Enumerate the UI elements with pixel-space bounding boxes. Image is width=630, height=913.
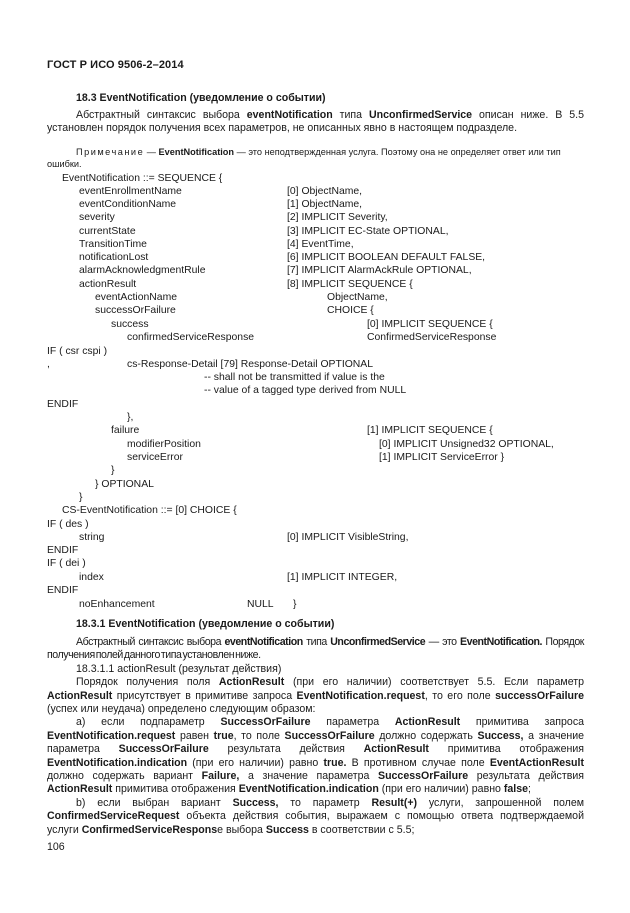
asn-type: [1] IMPLICIT INTEGER,	[287, 572, 398, 583]
bold-term: SuccessOrFailure	[284, 729, 375, 742]
text-run: а значение параметра	[47, 729, 585, 756]
bold-term: EventNotification.request	[296, 689, 425, 702]
text-run: типа	[302, 636, 331, 648]
text-run: равен	[175, 729, 214, 742]
bold-term: EventActionResult	[489, 756, 584, 769]
asn-field: successOrFailure	[95, 305, 176, 316]
text-run: параметра	[310, 716, 395, 729]
text-run: результата действия	[468, 770, 584, 783]
asn-field: TransitionTime	[79, 239, 147, 250]
text-run: примитива запроса	[460, 716, 585, 729]
asn-directive: ENDIF	[47, 545, 79, 556]
text-run: В противном случае поле	[346, 756, 490, 769]
asn-type: CHOICE {	[327, 305, 374, 316]
paragraph	[47, 636, 584, 663]
bold-term: ActionResult	[394, 716, 461, 729]
text-run: объекта действия события, выражаем с помощью ответа подтверждаемой услуги	[47, 810, 584, 836]
asn-field: failure	[111, 425, 140, 436]
text-run: Порядок получения полей данного типа установлен ниже.	[47, 636, 584, 662]
asn-type: NULL	[247, 599, 274, 610]
bold-term: ConfirmedServiceRequest	[47, 810, 180, 823]
text-run: 18.3.1.1 actionResult (результат действия)	[76, 662, 282, 675]
asn-field: noEnhancement	[79, 599, 155, 610]
bold-term: ActionResult	[47, 689, 113, 702]
asn-type: [4] EventTime,	[287, 239, 354, 250]
text-run: то параметр	[278, 796, 372, 809]
bold-term: ActionResult	[218, 676, 285, 689]
asn-comment: -- shall not be transmitted if value is the	[204, 372, 385, 383]
page-number: 106	[47, 841, 65, 853]
asn-directive: ENDIF	[47, 399, 79, 410]
bold-term: Result(+)	[371, 796, 418, 809]
section-heading: 18.3 EventNotification (уведомление о событии)	[76, 92, 326, 104]
text-run: е выбора	[217, 823, 266, 836]
asn-brace: },	[127, 412, 134, 423]
asn-field: modifierPosition	[127, 439, 201, 450]
bold-term: Success	[265, 823, 309, 836]
text-run: типа	[332, 109, 370, 121]
note-dash: —	[144, 147, 159, 157]
asn-brace: }	[79, 492, 83, 503]
asn-field: string	[79, 532, 105, 543]
bold-term: true.	[323, 756, 347, 769]
asn-punct: ,	[47, 359, 50, 370]
text-run: (при его наличии) равно	[378, 783, 504, 796]
asn-type: [0] IMPLICIT VisibleString,	[287, 532, 409, 543]
asn-type: [0] IMPLICIT Unsigned32 OPTIONAL,	[379, 439, 554, 450]
asn-type: [3] IMPLICIT EC-State OPTIONAL,	[287, 226, 449, 237]
list-item-b	[47, 797, 584, 837]
bold-term: SuccessOrFailure	[378, 770, 469, 783]
text-run: Абстрактный синтаксис выбора	[76, 109, 247, 121]
bold-term: SuccessOrFailure	[118, 743, 209, 756]
bold-term: successOrFailure	[495, 689, 584, 702]
asn-type: [0] ObjectName,	[287, 186, 363, 197]
asn-directive: IF ( dei )	[47, 558, 86, 569]
asn-field: success	[111, 319, 149, 330]
asn-type: [1] ObjectName,	[287, 199, 363, 210]
text-run: ;	[528, 783, 531, 796]
bold-term: false	[503, 783, 529, 796]
asn-directive: IF ( csr cspi )	[47, 346, 108, 357]
asn-type: [7] IMPLICIT AlarmAckRule OPTIONAL,	[287, 265, 472, 276]
bold-term: EventNotification.indication	[238, 783, 379, 796]
bold-term: EventNotification.	[460, 636, 542, 648]
text-run: (при его наличии) равно	[187, 756, 324, 769]
asn-field: cs-Response-Detail [79] Response-Detail OPTIONAL	[127, 359, 374, 370]
text-run: а) если подпараметр	[76, 716, 221, 729]
text-run: — это	[425, 636, 461, 648]
asn-field: severity	[79, 212, 115, 223]
asn-type: [6] IMPLICIT BOOLEAN DEFAULT FALSE,	[287, 252, 486, 263]
asn-field: eventConditionName	[79, 199, 177, 210]
text-run: (при его наличии) соответствует 5.5. Если параметр	[284, 676, 584, 689]
subsection-heading: 18.3.1 EventNotification (уведомление о событии)	[76, 618, 335, 630]
clause-heading	[47, 663, 584, 676]
text-run: Порядок получения поля	[76, 676, 219, 689]
bold-term: UnconfirmedService	[330, 636, 426, 648]
note-label: Примечание	[76, 147, 145, 157]
bold-term: eventNotification	[246, 109, 333, 121]
asn-type: ConfirmedServiceResponse	[367, 332, 497, 343]
asn-type: [2] IMPLICIT Severity,	[287, 212, 388, 223]
list-item-a	[47, 716, 584, 796]
asn-field: index	[79, 572, 104, 583]
note-term: EventNotification	[158, 147, 235, 157]
asn-type: [1] IMPLICIT SEQUENCE {	[367, 425, 493, 436]
bold-term: Success,	[232, 796, 279, 809]
asn-field: confirmedServiceResponse	[127, 332, 255, 343]
note-block	[47, 146, 584, 170]
text-run: , то его поле	[424, 689, 496, 702]
bold-term: eventNotification	[224, 636, 303, 648]
text-run: примитива отображения	[112, 783, 239, 796]
text-run: примитива отображения	[428, 743, 584, 756]
bold-term: ActionResult	[363, 743, 429, 756]
asn-type: [1] IMPLICIT ServiceError }	[379, 452, 505, 463]
asn-line: EventNotification ::= SEQUENCE {	[62, 173, 223, 184]
text-run: , то поле	[233, 729, 285, 742]
asn-type: ObjectName,	[327, 292, 388, 303]
text-run: должно содержать вариант	[47, 770, 202, 783]
text-run: Абстрактный синтаксис выбора	[76, 636, 225, 648]
text-run: услуги, запрошенной полем	[417, 796, 585, 809]
bold-term: ConfirmedServiceRespons	[81, 823, 218, 836]
document-header: ГОСТ Р ИСО 9506-2–2014	[47, 59, 184, 71]
asn-field: eventEnrollmentName	[79, 186, 182, 197]
asn-brace: }	[111, 465, 115, 476]
bold-term: EventNotification.request	[47, 729, 176, 742]
asn-field: serviceError	[127, 452, 184, 463]
subsection-body	[47, 636, 584, 837]
paragraph	[47, 676, 584, 716]
asn-line: CS-EventNotification ::= [0] CHOICE {	[62, 505, 237, 516]
text-run: b) если выбран вариант	[76, 796, 233, 809]
bold-term: Failure,	[201, 770, 240, 783]
asn-field: actionResult	[79, 279, 137, 290]
text-run: должно содержать	[374, 729, 478, 742]
text-run: описан ниже. В 5.5 установлен порядок получения всех параметров, не описанных явно в настоящем подразделе.	[47, 109, 584, 135]
bold-term: Success,	[477, 729, 524, 742]
asn-type: [0] IMPLICIT SEQUENCE {	[367, 319, 493, 330]
asn-field: notificationLost	[79, 252, 149, 263]
asn-field: eventActionName	[95, 292, 178, 303]
asn-directive: ENDIF	[47, 585, 79, 596]
text-run: присутствует в примитиве запроса	[112, 689, 297, 702]
intro-paragraph	[47, 109, 584, 136]
bold-term: UnconfirmedService	[369, 109, 473, 121]
bold-term: SuccessOrFailure	[220, 716, 311, 729]
asn-comment: -- value of a tagged type derived from NULL	[204, 385, 407, 396]
asn-field: currentState	[79, 226, 136, 237]
asn-type: [8] IMPLICIT SEQUENCE {	[287, 279, 413, 290]
bold-term: EventNotification.indication	[47, 756, 188, 769]
text-run: в соответствии с 5.5;	[308, 823, 415, 836]
text-run: (успех или неудача) определено следующим образом:	[47, 703, 316, 716]
asn-directive: IF ( des )	[47, 519, 89, 530]
asn-brace: } OPTIONAL	[95, 479, 154, 490]
asn-field: alarmAcknowledgmentRule	[79, 265, 206, 276]
bold-term: ActionResult	[47, 783, 113, 796]
asn-brace: }	[293, 599, 297, 610]
text-run: результата действия	[208, 743, 364, 756]
bold-term: true	[213, 729, 234, 742]
text-run: а значение параметра	[239, 770, 378, 783]
section-intro	[47, 109, 584, 136]
note-text: — это неподтвержденная услуга. Поэтому она не определяет ответ или тип ошибки.	[47, 147, 561, 169]
